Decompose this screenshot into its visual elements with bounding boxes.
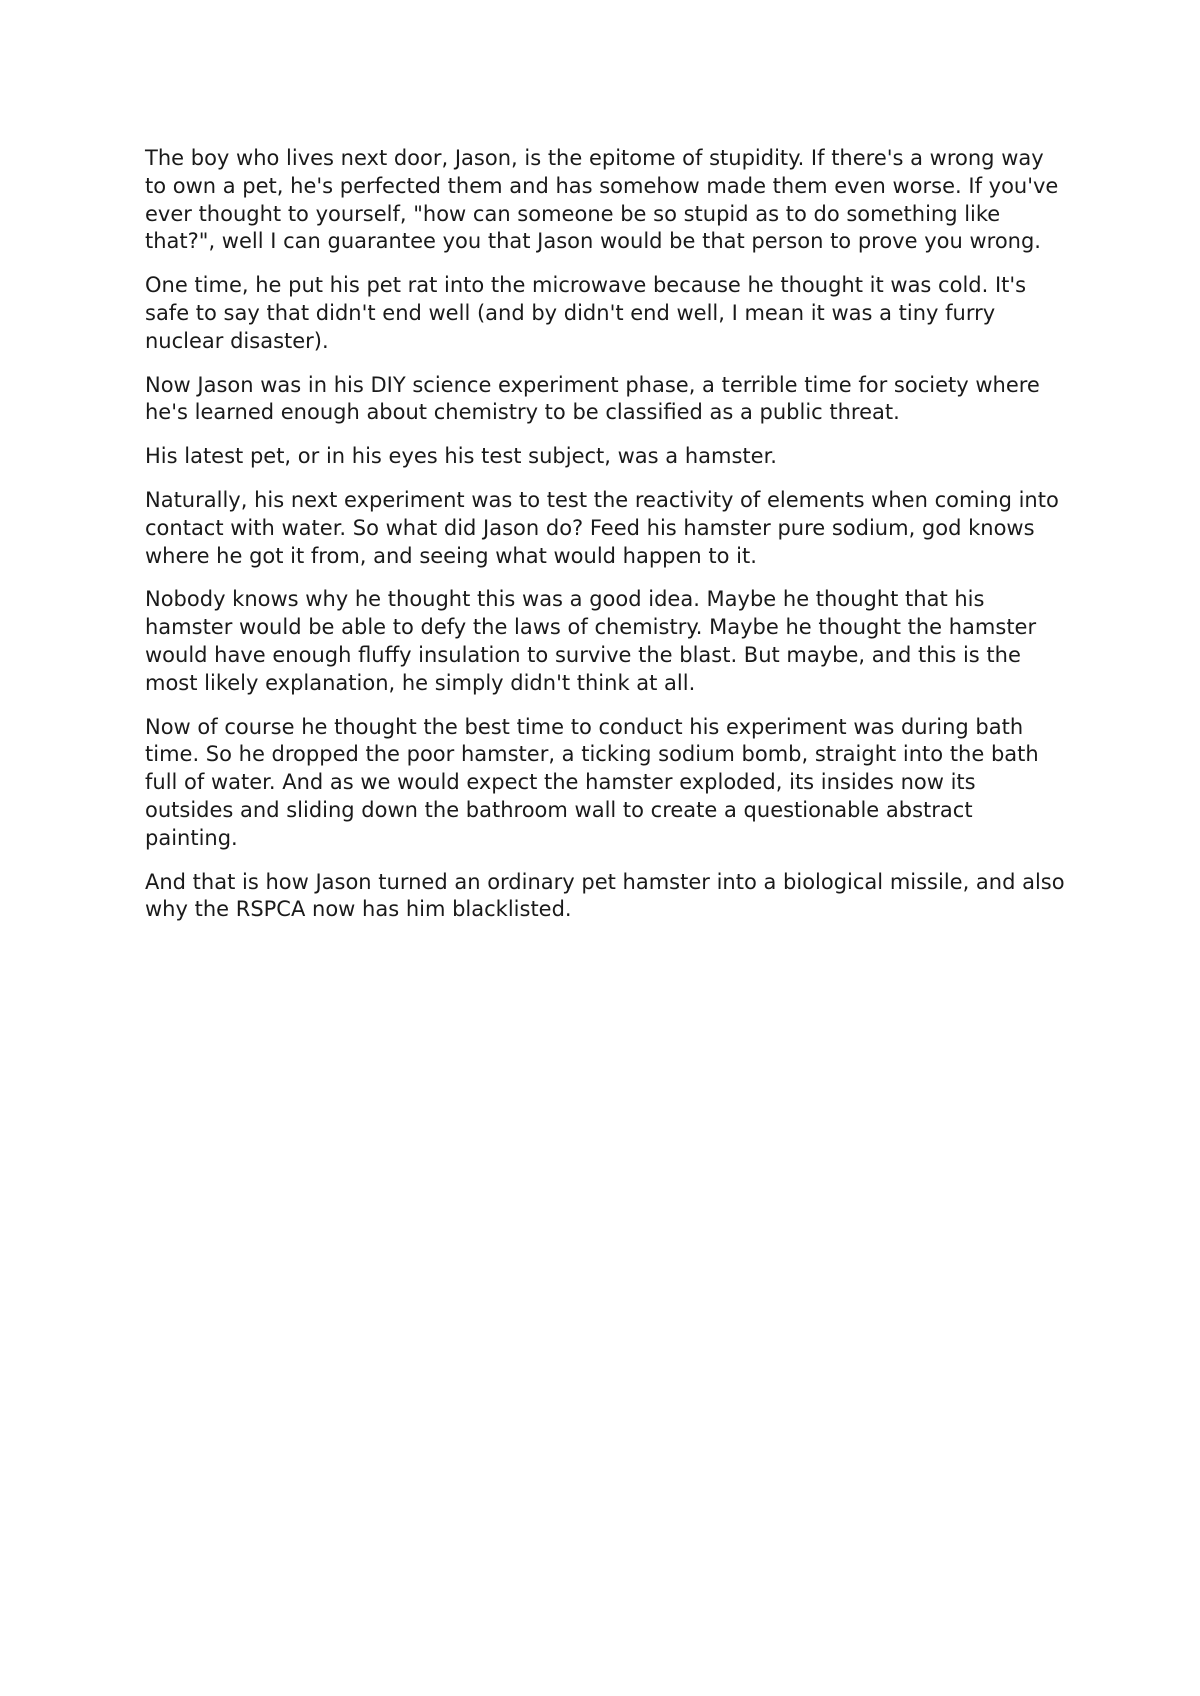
paragraph-1: The boy who lives next door, Jason, is the epitome of stupidity. If there's a wrong way to own a pet, he's perfected them and has somehow made them even worse. If you've ever thought to yourself, "how can someone be so stupid as to do something like that?", well I can guarantee you that Jason would be that person to prove you wrong. [145, 146, 1059, 254]
paragraph-7: Now of course he thought the best time to conduct his experiment was during bath time. So he dropped the poor hamster, a ticking sodium bomb, straight into the bath full of water. And as we would expect the hamster exploded, its insides now its outsides and sliding down the bathroom wall to create a questionable abstract painting. [145, 714, 1039, 850]
document-body [145, 145, 1070, 940]
paragraph-8: And that is how Jason turned an ordinary pet hamster into a biological missile, and also why the RSPCA now has him blacklisted. [145, 869, 1065, 922]
paragraph-3: Now Jason was in his DIY science experiment phase, a terrible time for society where he's learned enough about chemistry to be classified as a public threat. [145, 372, 1040, 425]
paragraph-2: One time, he put his pet rat into the microwave because he thought it was cold. It's safe to say that didn't end well (and by didn't end well, I mean it was a tiny furry nuclear disaster). [145, 273, 1027, 353]
paragraph-4: His latest pet, or in his eyes his test subject, was a hamster. [145, 444, 777, 469]
paragraph-6: Nobody knows why he thought this was a good idea. Maybe he thought that his hamster would be able to defy the laws of chemistry. Maybe he thought the hamster would have enough fluffy insulation to survive the blast. But maybe, and this is the most likely explanation, he simply didn't think at all. [145, 587, 1037, 695]
paragraph-5: Naturally, his next experiment was to test the reactivity of elements when coming into contact with water. So what did Jason do? Feed his hamster pure sodium, god knows where he got it from, and seeing what would happen to it. [145, 487, 1059, 568]
